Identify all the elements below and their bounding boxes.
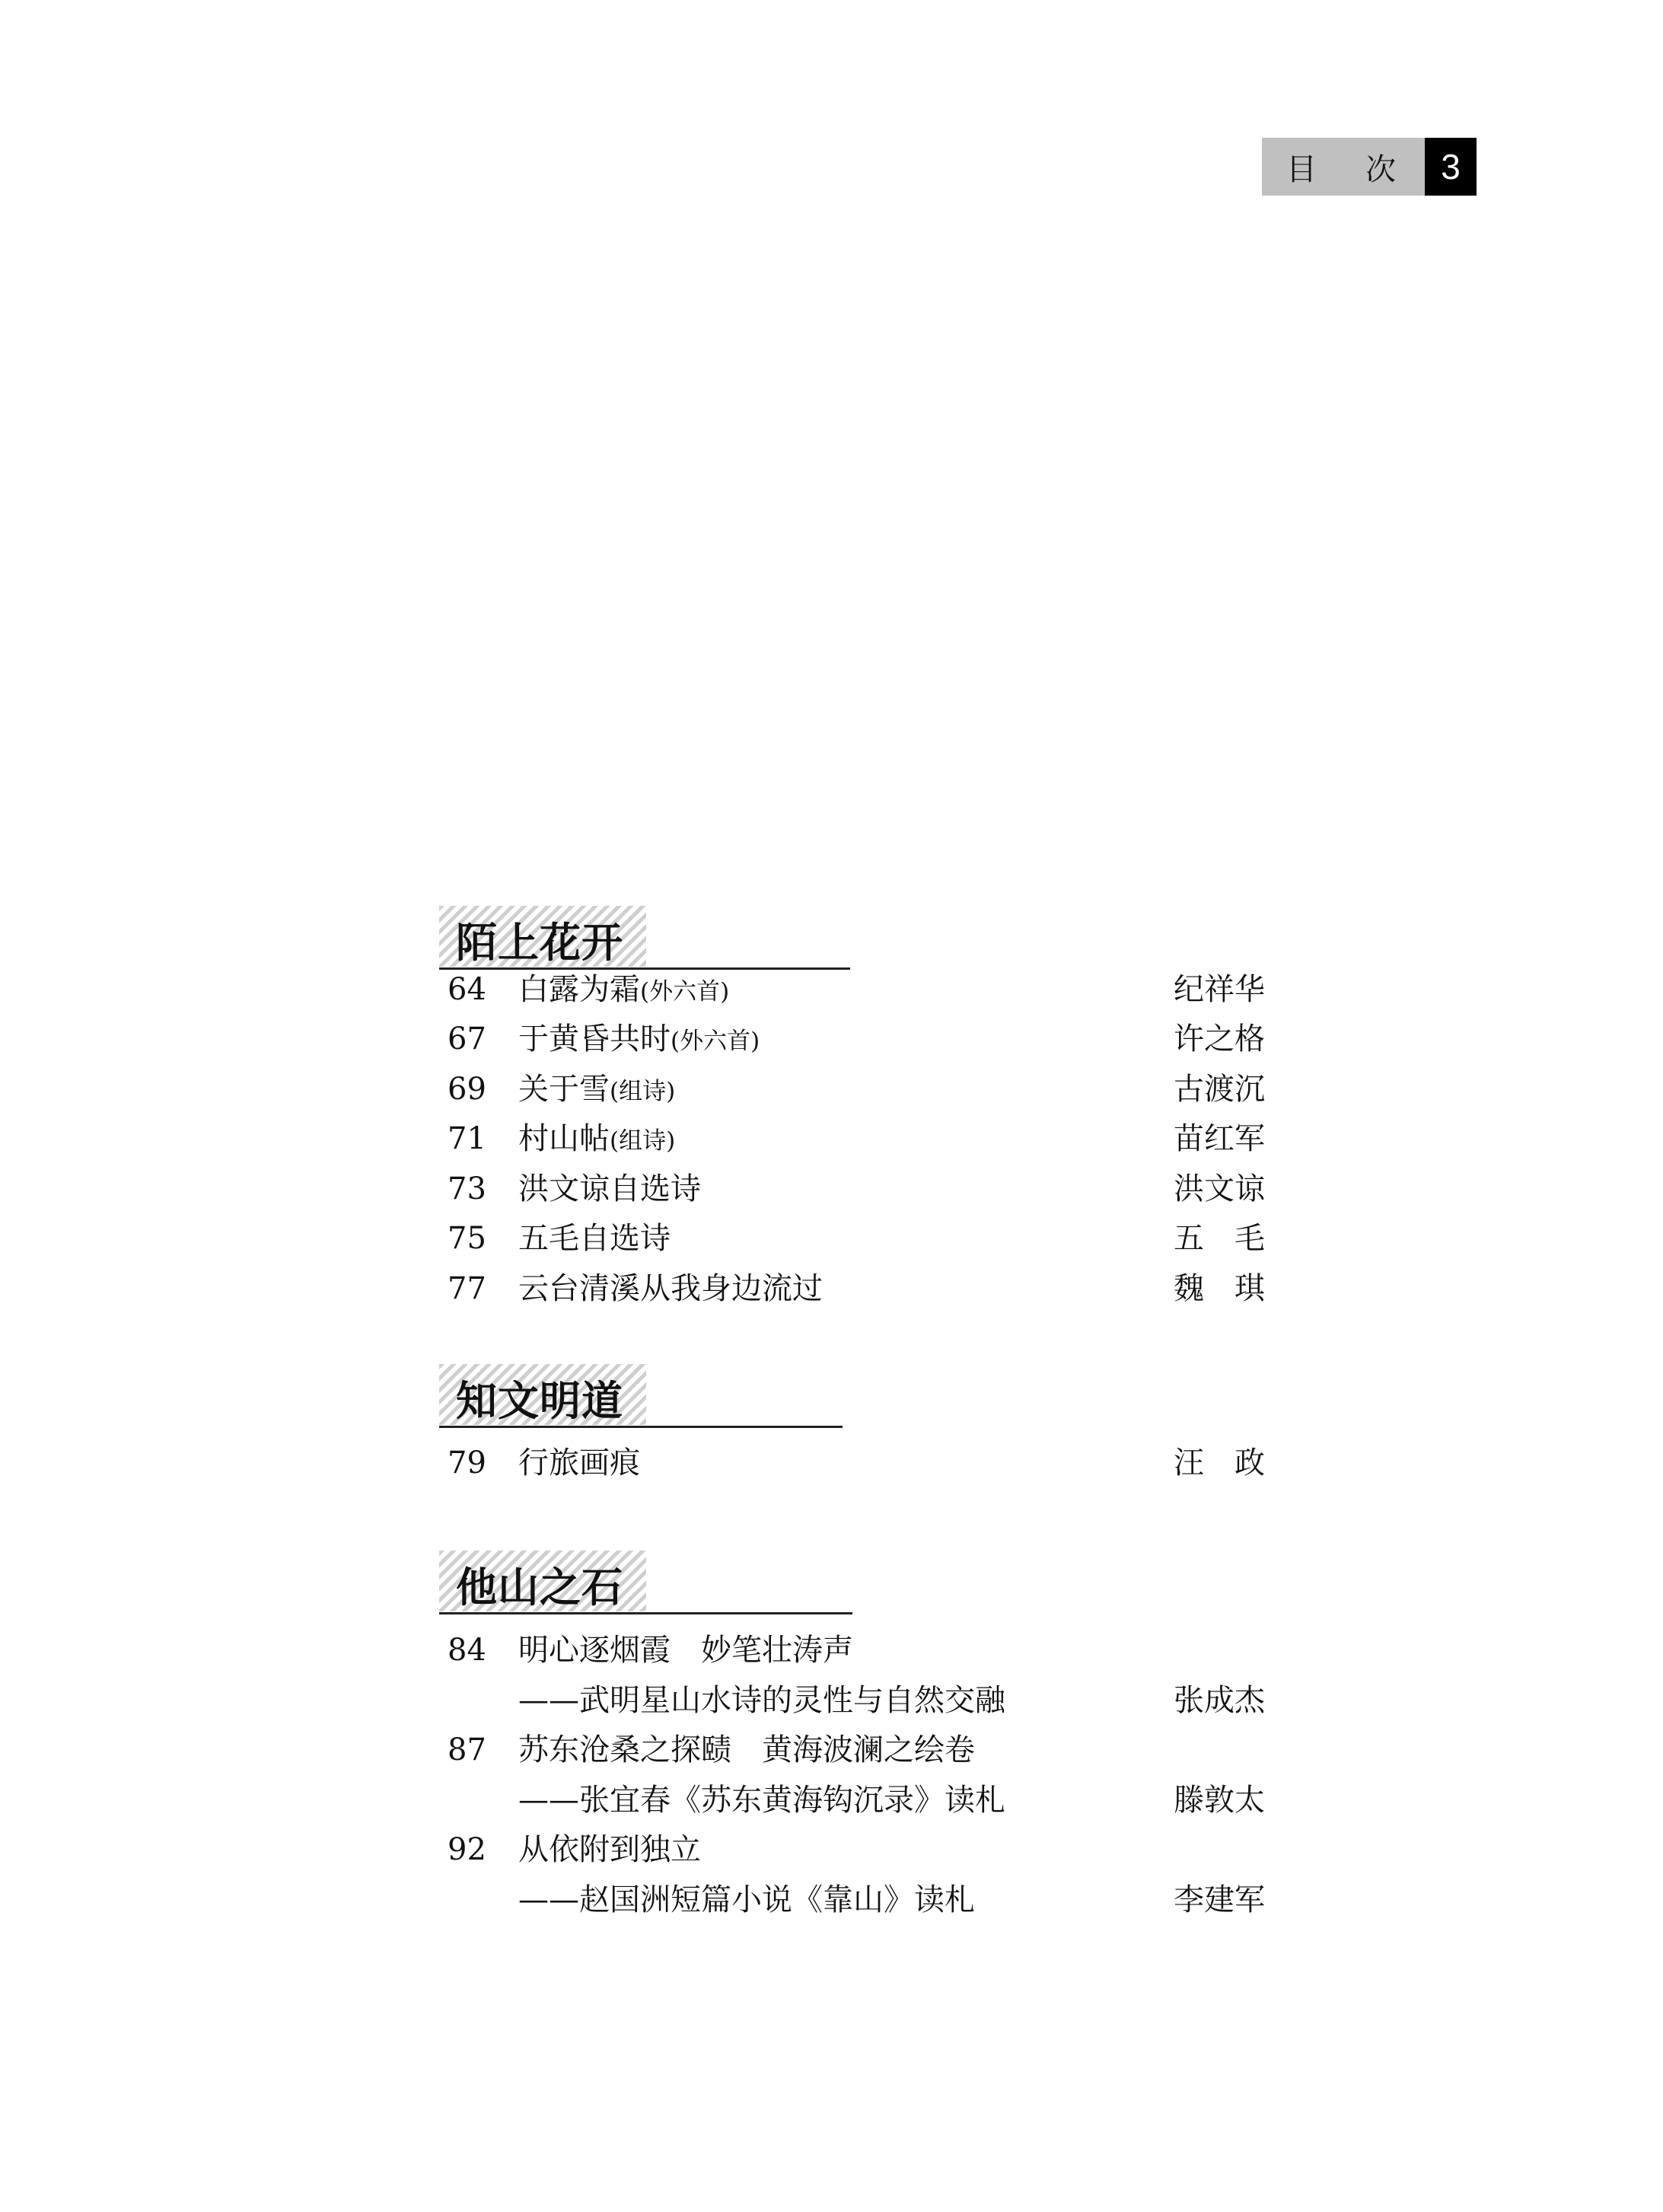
entry-page-number: 87 bbox=[448, 1732, 486, 1767]
entry-subtitle: ——武明星山水诗的灵性与自然交融 bbox=[518, 1683, 1005, 1718]
toc-label-right: 次 bbox=[1365, 151, 1396, 187]
entry-author: 魏 琪 bbox=[1174, 1271, 1265, 1306]
entry-title-text: 洪文谅自选诗 bbox=[518, 1171, 701, 1206]
entry-page-number: 69 bbox=[448, 1072, 486, 1107]
toc-entry bbox=[0, 967, 1663, 1012]
section-rule bbox=[439, 1426, 843, 1428]
toc-entry bbox=[0, 1066, 1663, 1112]
entry-page-number: 77 bbox=[448, 1271, 486, 1306]
entry-note: (组诗) bbox=[610, 1127, 676, 1155]
entry-title bbox=[518, 1116, 675, 1164]
toc-entry bbox=[0, 1166, 1663, 1212]
toc-entry bbox=[0, 1627, 1663, 1673]
toc-entry bbox=[0, 1266, 1663, 1312]
toc-entry-subtitle bbox=[0, 1678, 1663, 1723]
entry-title-text: 于黄昏共时 bbox=[518, 1022, 671, 1057]
section-heading bbox=[439, 1364, 843, 1428]
entry-note: (外六首) bbox=[640, 978, 730, 1006]
entry-title bbox=[518, 1266, 823, 1312]
entry-title bbox=[518, 1216, 671, 1261]
entry-title bbox=[518, 1066, 675, 1114]
entry-author: 纪祥华 bbox=[1174, 972, 1265, 1007]
entry-author: 五 毛 bbox=[1174, 1221, 1265, 1256]
page-number: 3 bbox=[1425, 138, 1477, 196]
toc-label bbox=[1262, 138, 1425, 196]
entry-author: 洪文谅 bbox=[1174, 1171, 1265, 1206]
section-title: 知文明道 bbox=[456, 1377, 623, 1425]
entry-subtitle: ——赵国洲短篇小说《靠山》读札 bbox=[518, 1882, 975, 1917]
section-rule bbox=[439, 1612, 852, 1614]
toc-entry bbox=[0, 1440, 1663, 1486]
section-title: 陌上花开 bbox=[456, 919, 623, 967]
entry-author: 许之格 bbox=[1174, 1022, 1265, 1057]
entry-author: 滕敦太 bbox=[1174, 1783, 1265, 1818]
entry-page-number: 92 bbox=[448, 1832, 486, 1867]
section-heading bbox=[439, 1551, 852, 1614]
section-heading bbox=[439, 906, 850, 970]
entry-title bbox=[518, 1827, 701, 1873]
toc-entry bbox=[0, 1016, 1663, 1062]
entry-author: 汪 政 bbox=[1174, 1445, 1265, 1481]
entry-title bbox=[518, 1627, 853, 1673]
entry-title-text: 白露为霜 bbox=[518, 972, 640, 1007]
entry-page-number: 75 bbox=[448, 1221, 486, 1256]
toc-entry-subtitle bbox=[0, 1877, 1663, 1923]
section-title: 他山之石 bbox=[456, 1563, 623, 1611]
entry-page-number: 64 bbox=[448, 972, 486, 1007]
toc-label-left: 目 bbox=[1286, 151, 1317, 187]
toc-entry bbox=[0, 1116, 1663, 1162]
entry-title-text: 明心逐烟霞 妙笔壮涛声 bbox=[518, 1633, 853, 1668]
entry-author: 苗红军 bbox=[1174, 1121, 1265, 1156]
entry-author: 张成杰 bbox=[1174, 1683, 1265, 1718]
toc-entry bbox=[0, 1727, 1663, 1773]
entry-title-text: 云台清溪从我身边流过 bbox=[518, 1271, 823, 1306]
entry-title-text: 村山帖 bbox=[518, 1121, 610, 1156]
entry-title bbox=[518, 1166, 701, 1212]
entry-note: (组诗) bbox=[610, 1078, 676, 1105]
entry-title bbox=[518, 967, 729, 1015]
entry-page-number: 71 bbox=[448, 1121, 486, 1156]
entry-title bbox=[518, 1727, 975, 1773]
entry-title-text: 苏东沧桑之探赜 黄海波澜之绘卷 bbox=[518, 1732, 975, 1767]
entry-page-number: 73 bbox=[448, 1171, 486, 1206]
toc-entry bbox=[0, 1827, 1663, 1873]
entry-page-number: 79 bbox=[448, 1445, 486, 1481]
toc-entry bbox=[0, 1216, 1663, 1261]
entry-note: (外六首) bbox=[671, 1028, 760, 1055]
entry-title-text: 关于雪 bbox=[518, 1072, 610, 1107]
entry-page-number: 67 bbox=[448, 1022, 486, 1057]
entry-subtitle: ——张宜春《苏东黄海钩沉录》读札 bbox=[518, 1783, 1005, 1818]
entry-title-text: 从依附到独立 bbox=[518, 1832, 701, 1867]
entry-title-text: 行旅画痕 bbox=[518, 1445, 640, 1481]
entry-page-number: 84 bbox=[448, 1633, 486, 1668]
entry-author: 李建军 bbox=[1174, 1882, 1265, 1917]
page-header bbox=[1262, 138, 1477, 196]
toc-entry-subtitle bbox=[0, 1777, 1663, 1823]
entry-title bbox=[518, 1016, 760, 1064]
entry-title bbox=[518, 1440, 640, 1486]
entry-author: 古渡沉 bbox=[1174, 1072, 1265, 1107]
entry-title-text: 五毛自选诗 bbox=[518, 1221, 671, 1256]
